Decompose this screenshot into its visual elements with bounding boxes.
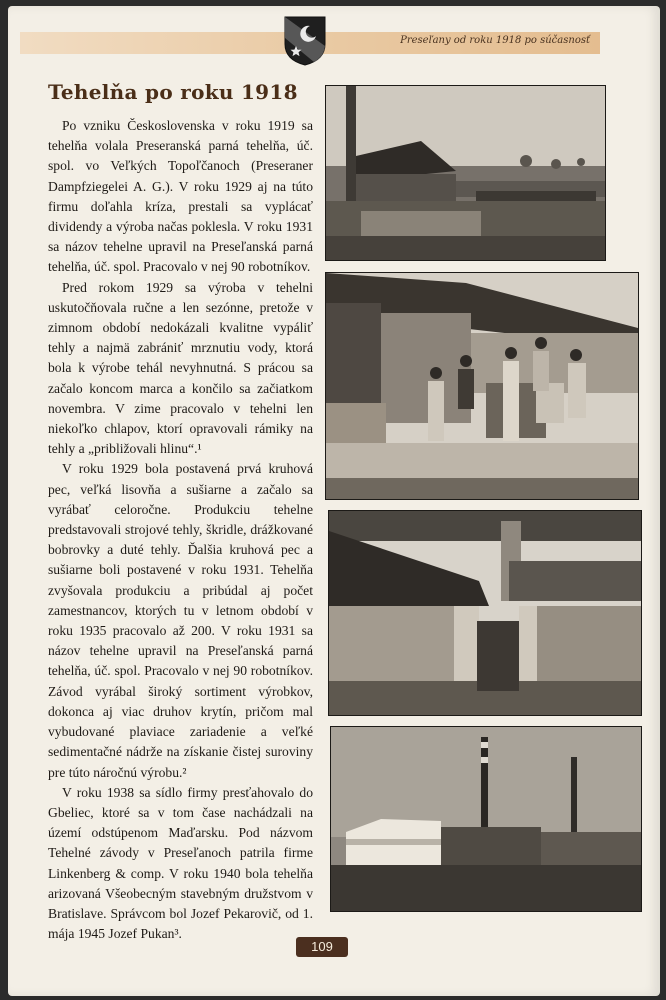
article-text [48,116,313,944]
running-head: Preseľany od roku 1918 po súčasnosť [400,35,590,46]
paragraph: V roku 1938 sa sídlo firmy presťahovalo do Gbeliec, ktoré sa v tom čase nachádzali na území odstúpenom Maďarsku. Pod názvom Tehelné závody v Preseľanoch patrila firme Linkenberg & comp. V roku 1940 bola tehelňa arizovaná Všeobecným stavebným družstvom v Bratislave. Správcom bol Jozef Pekarovič, od 1. mája 1945 Jozef Pukan³. [48,784,313,942]
page-number: 109 [296,937,348,957]
paragraph: Po vzniku Československa v roku 1919 sa tehelňa volala Preseranská parná tehelňa, úč. spol. vo Veľkých Topoľčanoch (Preseraner Dampfziegelei A. G.). V roku 1929 aj na túto firmu doľahla kríza, prestali sa vyplácať dividendy a výroba načas poklesla. V roku 1931 sa názov tehelne upravil na Preseľanská parná tehelňa, úč. spol. Pracovalo v nej 90 robotníkov. [48,118,313,275]
paragraph: V roku 1929 bola postavená prvá kruhová pec, veľká lisovňa a sušiarne a začalo sa vyrábať celoročne. Produkciu tehelne predstavovali strojové tehly, škridle, drážkované bobrovky a duté tehly. Ďalšia kruhová pec a sušiarne boli postavené v roku 1931. Tehelňa zvyšovala produkciu a pribúdal aj počet zamestnancov, ktorých tu v letnom období v roku 1935 pracovalo až 200. V roku 1931 sa názov tehelne upravil na Preseľanská parná tehelňa, úč. spol. Pracovalo v nej 90 robotníkov. Závod vyrábal široký sortiment výrobkov, dokonca aj viac druhov krytín, pričom mal vybudované plaviace zariadenie a veľké sedimentačné nádrže na získanie čistej suroviny pre túto náročnú výrobu.² [48,461,313,780]
village-coat-of-arms [284,16,326,66]
photo-workers-group [325,272,639,500]
page-title: Tehelňa po roku 1918 [48,80,298,104]
photo-drying-sheds [328,510,642,716]
paragraph: Pred rokom 1929 sa výroba v tehelni uskutočňovala ručne a len sezónne, pretože v zimnom období nedokázali kvalitne vypáliť tehly a najmä zabrániť mrznutiu vody, ktorá bola k výrobe tehál nevyhnutná. S prácou sa začalo koncom marca a končilo sa začiatkom novembra. V zime pracovalo v tehelni len niekoľko chlapov, ktorí opravovali rámiky na tehly a „približovali hlinu“.¹ [48,279,313,457]
photo-factory-hall [330,726,642,912]
photo-brickworks-chimney [325,85,606,261]
